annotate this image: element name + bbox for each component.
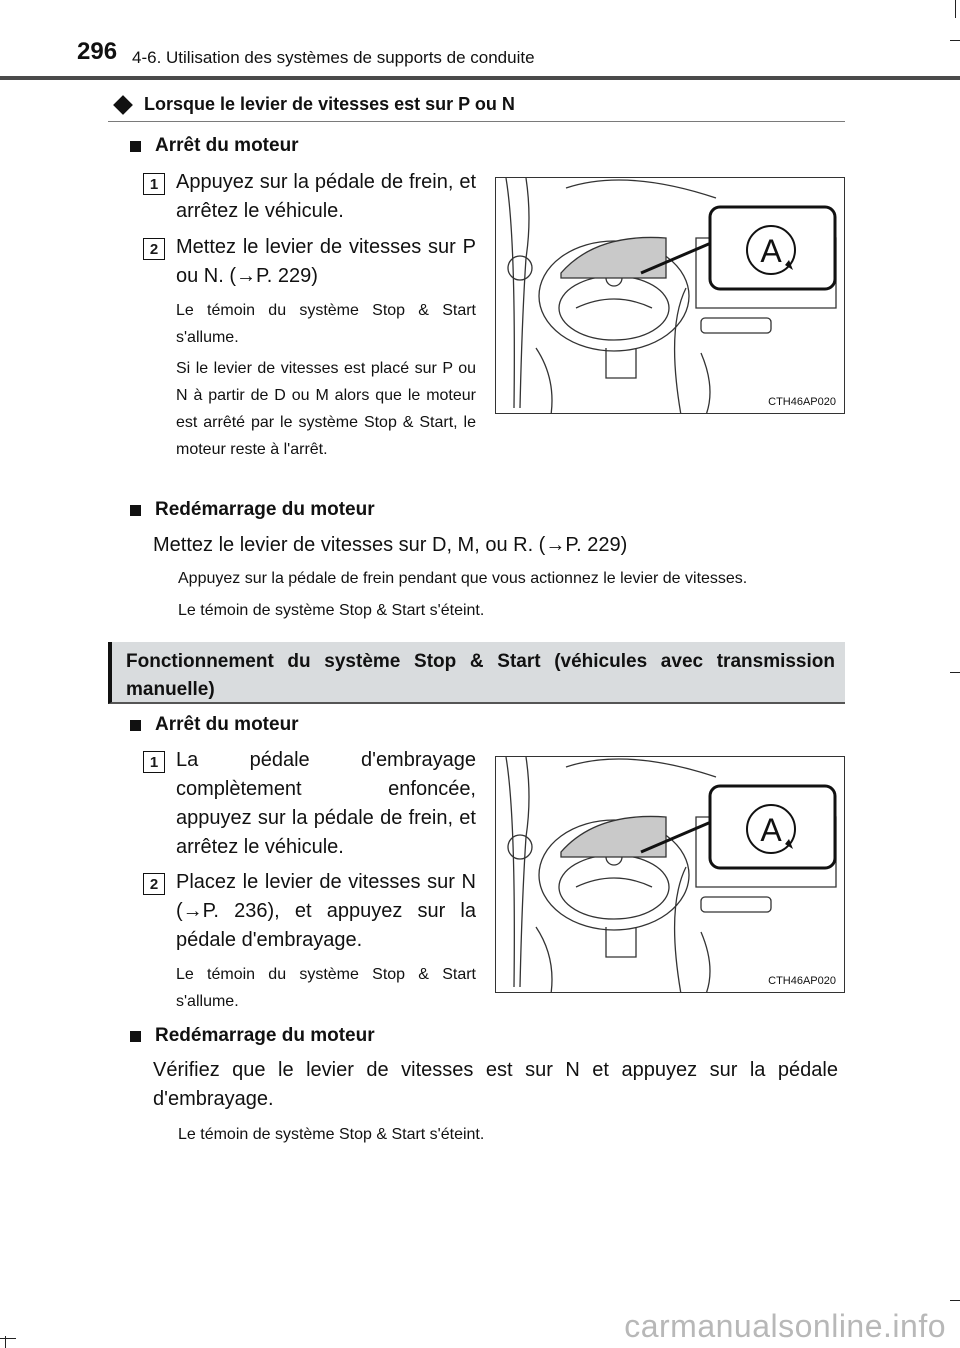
restart-text: Mettez le levier de vitesses sur D, M, ou R. (→P. 229) (153, 534, 628, 556)
dashboard-drawing (496, 178, 845, 414)
dashboard-illustration-manual (495, 756, 845, 993)
square-bullet-icon (130, 141, 141, 152)
callout-label: A (760, 233, 782, 269)
note-text: Le témoin du système Stop & Start s'allume. (176, 966, 476, 1010)
section-heading-p-n (108, 94, 515, 115)
step-text: Appuyez sur la pédale de frein, et arrêtez le véhicule. (176, 171, 476, 222)
page-number: 296 (77, 38, 118, 65)
section-manual-banner (108, 642, 845, 704)
step-text: Mettez le levier de vitesses sur P ou N. (→P. 229) (176, 236, 476, 287)
figure-code: CTH46AP020 (768, 975, 836, 987)
subsection-restart-engine-manual (128, 1025, 375, 1047)
crop-mark (0, 1338, 16, 1339)
section-manual-title: Fonctionnement du système Stop & Start (véhicules avec transmission manuelle) (126, 651, 835, 700)
dashboard-drawing (496, 757, 845, 993)
subsection-title: Arrêt du moteur (155, 135, 299, 156)
note-text: Si le levier de vitesses est placé sur P ou N à partir de D ou M alors que le moteur est arrêté par le système Stop & Start, le moteur reste à l'arrêt. (176, 360, 476, 458)
step-number: 1 (143, 173, 165, 195)
note-text: Le témoin de système Stop & Start s'éteint. (178, 602, 485, 619)
step-number: 1 (143, 751, 165, 773)
square-bullet-icon (130, 720, 141, 731)
step-text: Placez le levier de vitesses sur N (→P. 236), et appuyez sur la pédale d'embrayage. (176, 871, 476, 951)
crop-mark (955, 0, 956, 18)
subsection-stop-engine (128, 135, 299, 157)
restart-text: Vérifiez que le levier de vitesses est sur N et appuyez sur la pédale d'embrayage. (153, 1059, 838, 1110)
subsection-restart-engine (128, 499, 375, 521)
note-text: Le témoin du système Stop & Start s'allume. (176, 302, 476, 346)
square-bullet-icon (130, 1031, 141, 1042)
crop-mark (950, 1300, 960, 1301)
step-number: 2 (143, 238, 165, 260)
watermark: carmanualsonline.info (624, 1308, 946, 1344)
subsection-stop-engine-manual (128, 714, 299, 736)
square-bullet-icon (130, 505, 141, 516)
crop-mark (950, 40, 960, 41)
crop-mark (950, 672, 960, 673)
callout-label: A (760, 812, 782, 848)
step-text: La pédale d'embrayage complètement enfoncée, appuyez sur la pédale de frein, et arrêtez le véhicule. (176, 749, 476, 858)
subsection-title: Redémarrage du moteur (155, 499, 375, 520)
subsection-title: Arrêt du moteur (155, 714, 299, 735)
section-rule (108, 121, 845, 122)
dashboard-illustration (495, 177, 845, 414)
note-text: Appuyez sur la pédale de frein pendant que vous actionnez le levier de vitesses. (178, 570, 748, 587)
section-heading-text: Lorsque le levier de vitesses est sur P ou N (144, 94, 515, 114)
step-number: 2 (143, 873, 165, 895)
header-rule (0, 76, 960, 80)
figure-code: CTH46AP020 (768, 396, 836, 408)
note-text: Le témoin de système Stop & Start s'éteint. (178, 1126, 485, 1143)
chapter-title: 4-6. Utilisation des systèmes de supports de conduite (132, 48, 535, 67)
subsection-title: Redémarrage du moteur (155, 1025, 375, 1046)
diamond-bullet-icon (113, 95, 133, 115)
